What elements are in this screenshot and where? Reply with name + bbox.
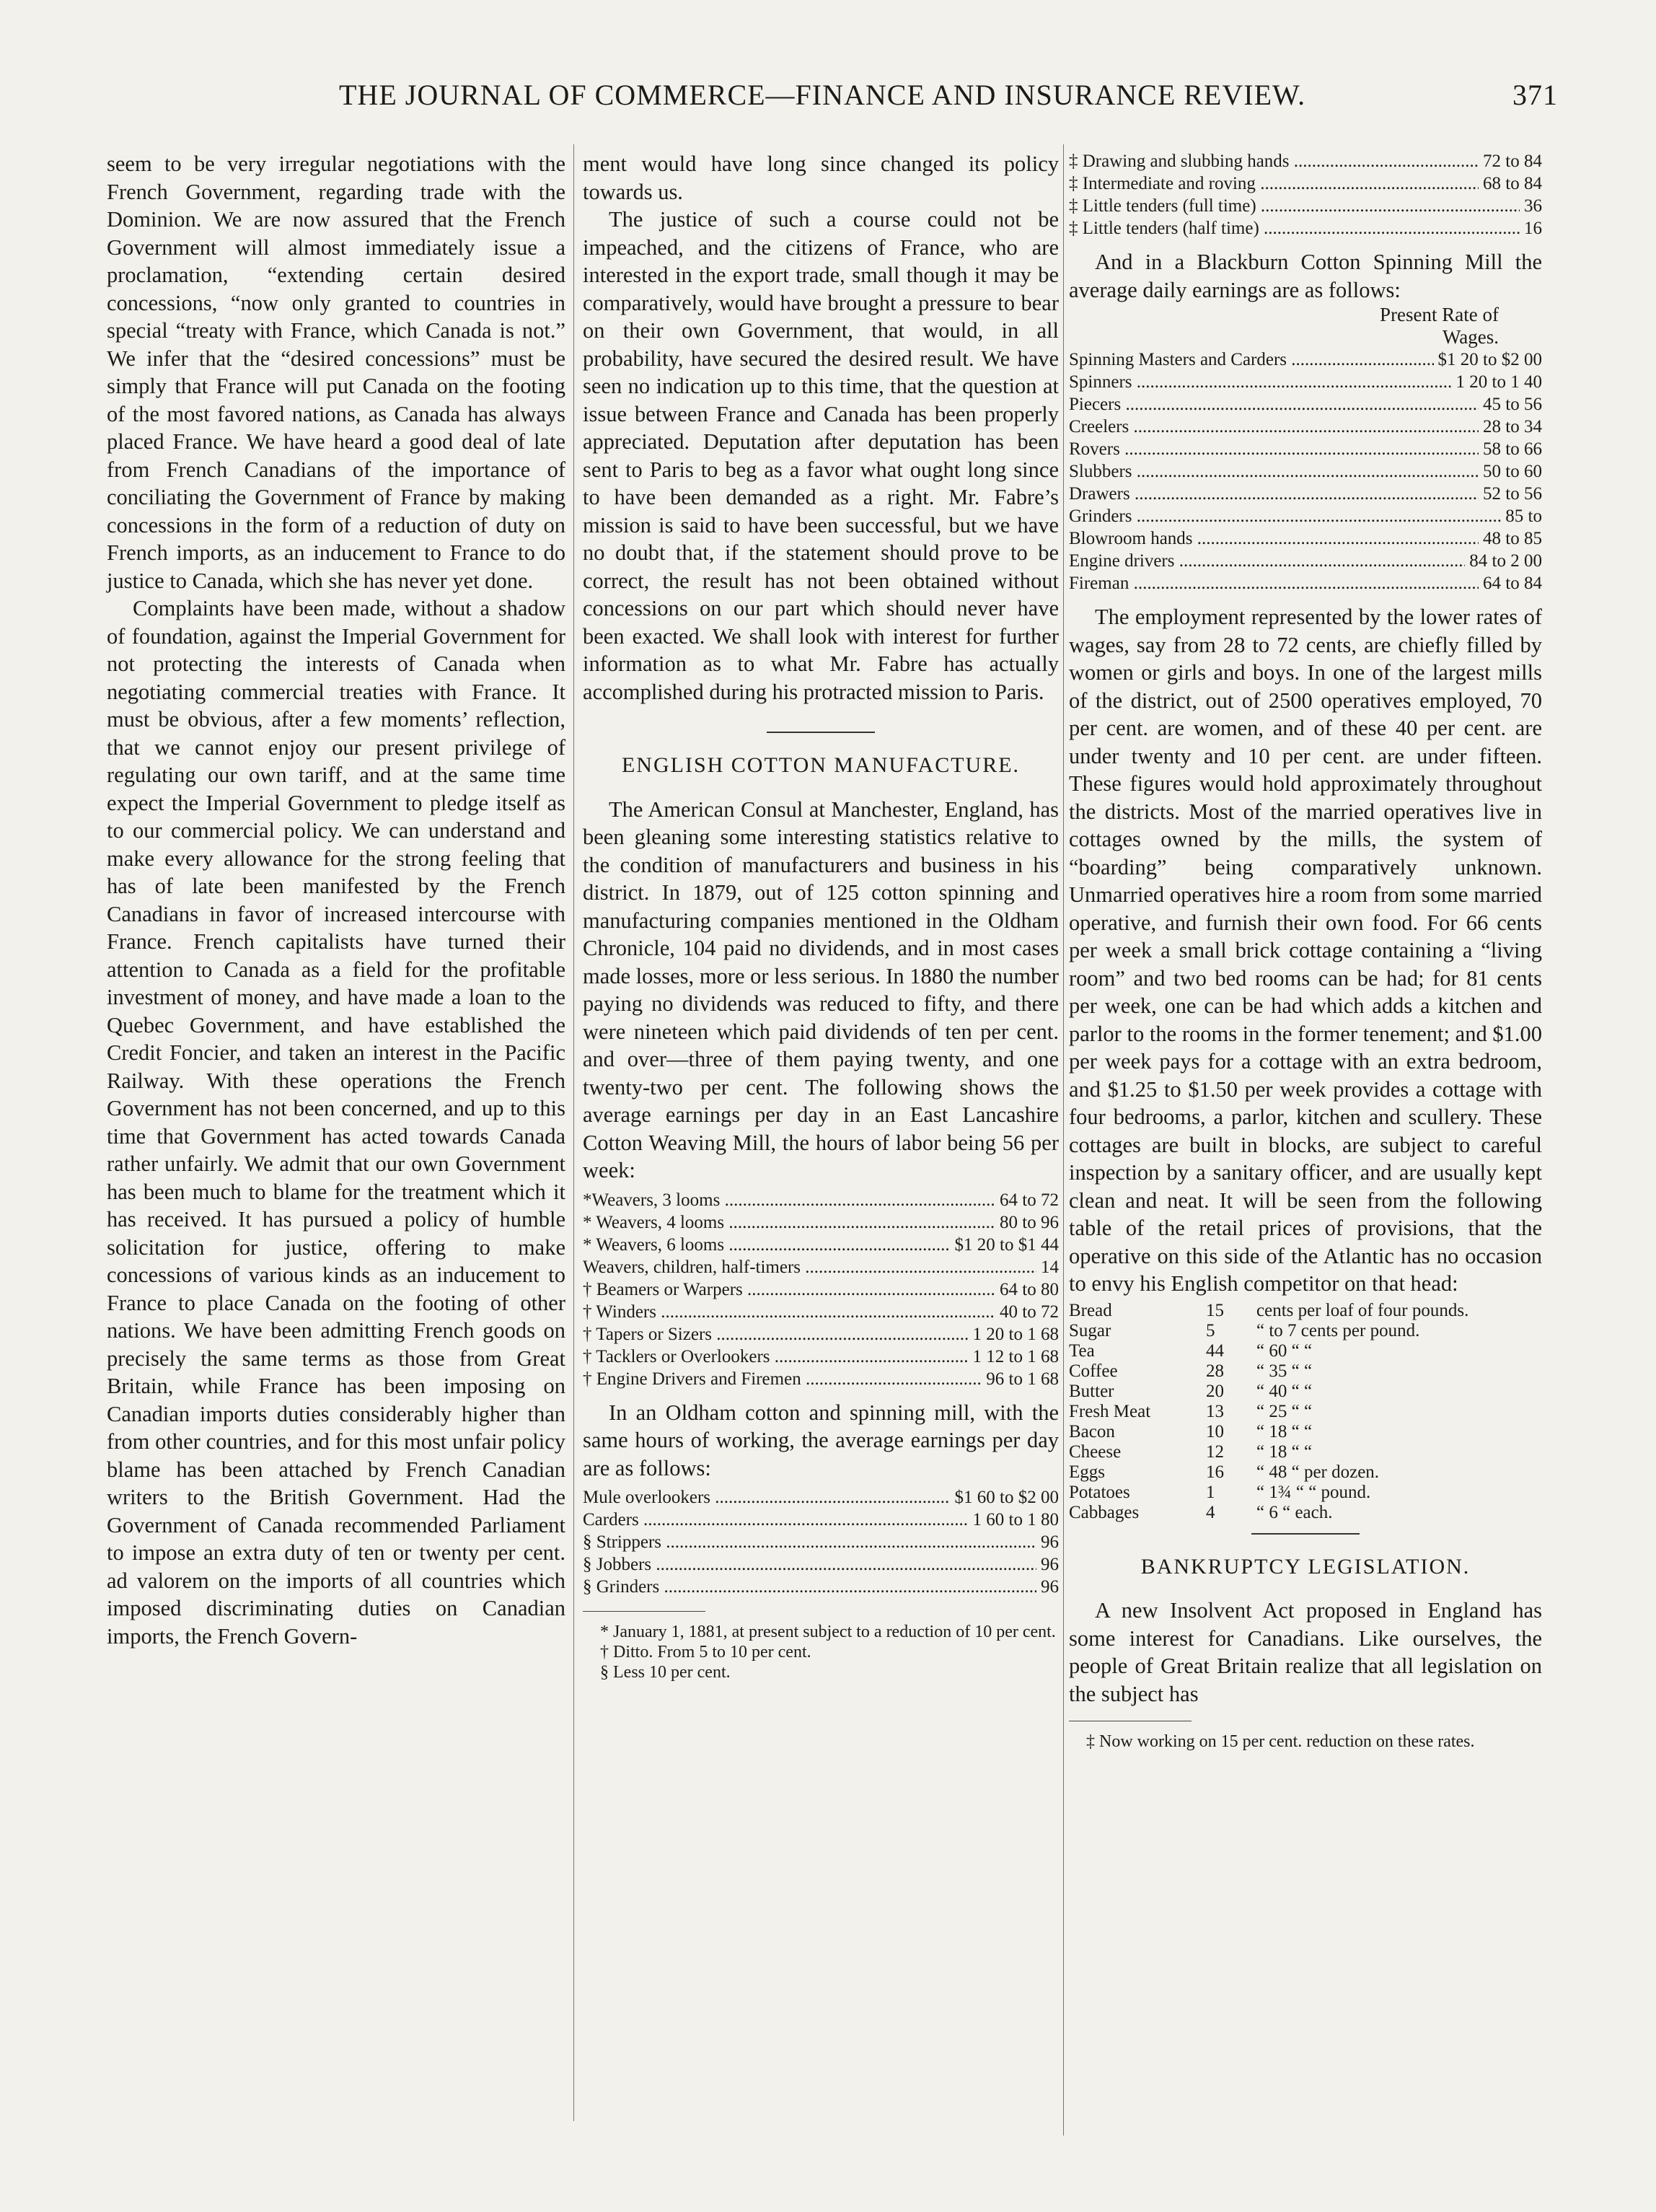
provision-item: Fresh Meat xyxy=(1069,1401,1151,1421)
column-2 xyxy=(583,150,1059,1682)
provision-rest: “ 18 “ “ xyxy=(1256,1421,1313,1441)
wage-label: † Engine Drivers and Firemen ..... xyxy=(583,1368,982,1390)
wage-value: 48 to 85 xyxy=(1483,529,1542,548)
table-row xyxy=(583,1189,1059,1211)
page-number: 371 xyxy=(1512,79,1558,111)
body-paragraph: Complaints have been made, without a shadow of foundation, against the Imperial Government for not protecting the interests of Canada when negotiating commercial treaties with France. It must be obvious, after a few moments’ reflection, that we cannot enjoy our present privilege of regulating our own tariff, and at the same time expect the Imperial Government to pledge itself as to our commercial policy. We can understand and make every allowance for the strong feeling that has of late been manifested by the French Canadians in favor of increased intercourse with France. French capitalists have turned their attention to Canada as a field for the profitable investment of money, and have made a loan to the Quebec Government, and have established the Credit Foncier, and taken an interest in the Pacific Railway. With these operations the French Government has not been concerned, and up to this time that Government has acted towards Canada rather unfairly. We admit that our own Government has been much to blame for the treatment which it has received. It has pursued a policy of humble solicitation for justice, offering to make concessions of various kinds as an inducement to France to place Canada on the footing of other nations. We have been admitting French goods on precisely the same terms as those from Great Britain, while France has been imposing on Canadian imports duties considerably higher than from other countries, and for this most unfair policy blame has been attached by French Canadian writers to the British Government. Had the Government of Canada recommended Parliament to impose an extra duty of ten or twenty per cent. ad valorem on the imports of all countries which imposed discriminating duties on Canadian imports, the French Govern- xyxy=(107,596,565,1649)
provision-low: 28 xyxy=(1206,1361,1224,1381)
provision-rest: “ 18 “ “ xyxy=(1256,1441,1313,1462)
wage-value: 40 to 72 xyxy=(1000,1302,1059,1322)
blackburn-pre-table xyxy=(1069,150,1542,240)
provision-low: 16 xyxy=(1206,1462,1224,1482)
wage-value: 72 to 84 xyxy=(1483,152,1542,171)
wage-value: 64 to 72 xyxy=(1000,1190,1059,1210)
table-row xyxy=(1069,1341,1542,1361)
body-paragraph: In an Oldham cotton and spinning mill, with the same hours of working, the average earnings per day are as follows: xyxy=(583,1400,1059,1480)
oldham-wages-table xyxy=(583,1486,1059,1598)
column-rule xyxy=(1063,144,1064,2136)
wage-label: ‡ Drawing and slubbing hands ..... xyxy=(1069,150,1479,172)
wage-label: Piecers ..... xyxy=(1069,393,1479,416)
provision-rest: “ 25 “ “ xyxy=(1256,1401,1313,1421)
table-row xyxy=(1069,1483,1542,1503)
table-row xyxy=(583,1368,1059,1390)
section-heading: BANKRUPTCY LEGISLATION. xyxy=(1140,1554,1471,1579)
provision-low: 44 xyxy=(1206,1340,1224,1361)
provision-rest: “ 6 “ each. xyxy=(1256,1502,1333,1522)
table-row xyxy=(1069,483,1542,505)
footnote: † Ditto. From 5 to 10 per cent. xyxy=(600,1643,811,1662)
wage-value: 68 to 84 xyxy=(1483,174,1542,193)
table-row xyxy=(1069,527,1542,550)
table-row xyxy=(1069,150,1542,172)
provision-item: Potatoes xyxy=(1069,1482,1130,1502)
table-row xyxy=(1069,1462,1542,1483)
body-paragraph: ment would have long since changed its policy towards us. xyxy=(583,152,1059,204)
table-row xyxy=(1069,1422,1542,1442)
wage-value: 85 to xyxy=(1505,506,1542,526)
footnote: * January 1, 1881, at present subject to a reduction of 10 per cent. xyxy=(600,1623,1056,1641)
wage-value: 1 20 to 1 68 xyxy=(972,1324,1059,1344)
wage-label: † Beamers or Warpers ..... xyxy=(583,1278,995,1301)
wage-value: $1 20 to $1 44 xyxy=(954,1234,1059,1255)
provisions-table xyxy=(1069,1301,1542,1523)
wage-value: 58 to 66 xyxy=(1483,439,1542,459)
wage-label: Blowroom hands ..... xyxy=(1069,527,1479,550)
wage-value: 1 20 to 1 40 xyxy=(1455,372,1542,392)
provision-rest: “ 35 “ “ xyxy=(1256,1361,1313,1381)
blackburn-wages-table xyxy=(1069,348,1542,594)
table-row xyxy=(1069,1402,1542,1422)
wage-value: 96 xyxy=(1041,1577,1059,1597)
table-row xyxy=(583,1301,1059,1323)
table-row xyxy=(1069,1361,1542,1382)
provision-rest: cents per loaf of four pounds. xyxy=(1256,1300,1469,1320)
table-row xyxy=(1069,1301,1542,1321)
table-row xyxy=(583,1346,1059,1368)
table-row xyxy=(1069,1442,1542,1462)
column-1 xyxy=(107,150,565,1650)
body-paragraph: The American Consul at Manchester, England, has been gleaning some interesting statistics relative to the condition of manufacturers and business in his district. In 1879, out of 125 cotton spinning and manufacturing companies mentioned in the Oldham Chronicle, 104 paid no dividends, and in most cases made losses, more or less serious. In 1880 the number paying no dividends was reduced to fifty, and there were nineteen which paid dividends of ten per cent. and over—three of them paying twenty, and one twenty-two per cent. The following shows the average earnings per day in an East Lancashire Cotton Weaving Mill, the hours of labor being 56 per week: xyxy=(583,796,1059,1182)
wage-value: 64 to 80 xyxy=(1000,1279,1059,1299)
wage-value: 36 xyxy=(1524,196,1542,216)
table-row xyxy=(1069,1382,1542,1402)
provision-item: Bacon xyxy=(1069,1421,1115,1441)
wage-value: $1 20 to $2 00 xyxy=(1437,350,1542,369)
provision-low: 10 xyxy=(1206,1421,1224,1441)
table-row xyxy=(1069,438,1542,460)
wage-label: Fireman ..... xyxy=(1069,572,1479,594)
wage-value: 96 xyxy=(1041,1555,1059,1574)
wage-label: Spinners ..... xyxy=(1069,371,1452,393)
wage-value: 1 60 to 1 80 xyxy=(972,1510,1059,1529)
body-paragraph: The justice of such a course could not be impeached, and the citizens of France, who are interested in the export trade, small though it may be comparatively, would have brought a pressure to bear on their own Government, that would, in all probability, have secured the desired result. We have seen no indication up to this time, that the question at issue between France and Canada has been properly appreciated. Deputation after deputation has been sent to Paris to beg as a favor what ought long since to have been demanded as a right. Mr. Fabre’s mission is said to have been successful, but we have no doubt that, if the statement should prove to be correct, the result has not been obtained without concessions on our part which should never have been exacted. We shall look with interest for further information as to what Mr. Fabre has actually accomplished during his protracted mission to Paris. xyxy=(583,207,1059,704)
footnote: ‡ Now working on 15 per cent. reduction on these rates. xyxy=(1086,1732,1475,1751)
provision-rest: “ to 7 cents per pound. xyxy=(1256,1320,1420,1340)
provision-low: 13 xyxy=(1206,1401,1224,1421)
provision-rest: “ 40 “ “ xyxy=(1256,1381,1313,1401)
table-row xyxy=(583,1278,1059,1301)
wage-label: Grinders ..... xyxy=(1069,505,1501,527)
provision-rest: “ 60 “ “ xyxy=(1256,1340,1313,1361)
wage-value: 50 to 60 xyxy=(1483,462,1542,481)
table-row xyxy=(1069,217,1542,240)
wage-label: † Winders ..... xyxy=(583,1301,995,1323)
wage-label: Mule overlookers ..... xyxy=(583,1486,951,1509)
table-row xyxy=(1069,550,1542,572)
weaving-wages-table xyxy=(583,1189,1059,1390)
provision-item: Butter xyxy=(1069,1381,1114,1401)
provision-item: Bread xyxy=(1069,1300,1112,1320)
column-3 xyxy=(1069,150,1542,1752)
body-paragraph: And in a Blackburn Cotton Spinning Mill the average daily earnings are as follows: xyxy=(1069,250,1542,302)
provision-item: Eggs xyxy=(1069,1462,1105,1482)
table-row xyxy=(583,1323,1059,1346)
provision-item: Tea xyxy=(1069,1340,1095,1361)
wage-value: $1 60 to $2 00 xyxy=(954,1488,1059,1507)
wage-label: ‡ Little tenders (full time) ..... xyxy=(1069,195,1520,217)
table-row xyxy=(1069,172,1542,195)
rate-header xyxy=(1069,304,1542,348)
wage-label: ‡ Little tenders (half time) ..... xyxy=(1069,217,1520,240)
body-paragraph: seem to be very irregular negotiations with the French Government, regarding trade with the Dominion. We are now assured that the French Government will almost immediately issue a proclamation, “extending certain desired concessions, “now only granted to countries in special “treaty with France, which Canada is not.” We infer that the “desired concessions” must be simply that France will put Canada on the footing of the most favored nations, as Canada has always placed France. We have heard a good deal of late from French Canadians of the importance of conciliating the Government of France by making concessions in the form of a reduction of duty on French imports, as an inducement to France to do justice to Canada, which she has never yet done. xyxy=(107,152,565,593)
wage-value: 84 to 2 00 xyxy=(1469,551,1542,571)
rate-header-line: Wages. xyxy=(1442,326,1499,348)
table-row xyxy=(1069,1321,1542,1341)
column-rule xyxy=(573,144,574,2121)
wage-label: Engine drivers ..... xyxy=(1069,550,1465,572)
provision-item: Cheese xyxy=(1069,1441,1122,1462)
table-row xyxy=(1069,348,1542,371)
provision-low: 1 xyxy=(1206,1482,1215,1502)
running-header xyxy=(108,78,1558,123)
wage-label: Carders ..... xyxy=(583,1509,969,1531)
table-row xyxy=(583,1531,1059,1553)
footnote: § Less 10 per cent. xyxy=(600,1663,731,1682)
provision-low: 20 xyxy=(1206,1381,1224,1401)
table-row xyxy=(583,1553,1059,1576)
table-row xyxy=(583,1211,1059,1234)
table-row xyxy=(1069,460,1542,483)
section-divider xyxy=(767,732,875,733)
provision-low: 15 xyxy=(1206,1300,1224,1320)
table-row xyxy=(1069,393,1542,416)
wage-label: Rovers ..... xyxy=(1069,438,1479,460)
wage-value: 16 xyxy=(1524,219,1542,238)
table-row xyxy=(583,1509,1059,1531)
provision-rest: “ 48 “ per dozen. xyxy=(1256,1462,1380,1482)
wage-label: * Weavers, 6 looms ..... xyxy=(583,1234,951,1256)
wage-value: 1 12 to 1 68 xyxy=(972,1346,1059,1366)
table-row xyxy=(1069,195,1542,217)
table-row xyxy=(1069,371,1542,393)
provision-item: Coffee xyxy=(1069,1361,1118,1381)
rate-header-line: Present Rate of xyxy=(1380,304,1499,325)
wage-label: Weavers, children, half-timers ..... xyxy=(583,1256,1036,1278)
wage-label: § Grinders ..... xyxy=(583,1576,1036,1598)
wage-label: Creelers ..... xyxy=(1069,416,1479,438)
provision-item: Sugar xyxy=(1069,1320,1111,1340)
journal-title: THE JOURNAL OF COMMERCE—FINANCE AND INSURANCE REVIEW. xyxy=(339,79,1306,111)
body-paragraph: The employment represented by the lower rates of wages, say from 28 to 72 cents, are chiefly filled by women or girls and boys. In one of the largest mills of the district, out of 2500 operatives employed, 70 per cent. are women, and of these 40 per cent. are under twenty and 10 per cent. are under fifteen. These figures would hold approximately throughout the districts. Most of the married operatives live in cottages owned by the mills, the system of “boarding” being comparatively unknown. Unmarried operatives hire a room from some married operative, and furnish their own food. For 66 cents per week a small brick cottage containing a “living room” and two bed rooms can be had; for 81 cents per week, one can be had which adds a kitchen and parlor to the rooms in the former tenement; and $1.00 per week pays for a cottage with an extra bedroom, and $1.25 to $1.50 per week provides a cottage with four bedrooms, a parlor, kitchen and scullery. These cottages are built in blocks, are subject to careful inspection by a sanitary officer, and are usually kept clean and neat. It will be seen from the following table of the retail prices of provisions, that the operative on this side of the Atlantic has no occasion to envy his English competitor on that head: xyxy=(1069,605,1542,1296)
table-row xyxy=(583,1256,1059,1278)
wage-label: § Strippers ..... xyxy=(583,1531,1036,1553)
footnote-divider xyxy=(583,1611,705,1612)
wage-label: * Weavers, 4 looms ..... xyxy=(583,1211,995,1234)
section-heading: ENGLISH COTTON MANUFACTURE. xyxy=(621,753,1021,777)
wage-value: 80 to 96 xyxy=(1000,1212,1059,1232)
section-divider xyxy=(1251,1533,1360,1535)
wage-label: † Tacklers or Overlookers ..... xyxy=(583,1346,969,1368)
provision-item: Cabbages xyxy=(1069,1502,1140,1522)
wage-label: *Weavers, 3 looms ..... xyxy=(583,1189,995,1211)
provision-low: 5 xyxy=(1206,1320,1215,1340)
wage-label: ‡ Intermediate and roving ..... xyxy=(1069,172,1479,195)
table-row xyxy=(583,1576,1059,1598)
footnotes xyxy=(583,1622,1059,1682)
table-row xyxy=(1069,1503,1542,1523)
wage-value: 45 to 56 xyxy=(1483,395,1542,414)
table-row xyxy=(1069,572,1542,594)
table-row xyxy=(583,1486,1059,1509)
wage-label: Spinning Masters and Carders ..... xyxy=(1069,348,1434,371)
provision-low: 12 xyxy=(1206,1441,1224,1462)
table-row xyxy=(1069,505,1542,527)
wage-label: Drawers ..... xyxy=(1069,483,1479,505)
wage-value: 14 xyxy=(1041,1257,1059,1277)
wage-value: 28 to 34 xyxy=(1483,417,1542,436)
wage-label: † Tapers or Sizers ..... xyxy=(583,1323,969,1346)
footnotes xyxy=(1069,1732,1542,1752)
wage-label: Slubbers ..... xyxy=(1069,460,1479,483)
wage-value: 96 xyxy=(1041,1532,1059,1552)
wage-value: 52 to 56 xyxy=(1483,484,1542,504)
table-row xyxy=(1069,416,1542,438)
wage-label: § Jobbers ..... xyxy=(583,1553,1036,1576)
provision-low: 4 xyxy=(1206,1502,1215,1522)
table-row xyxy=(583,1234,1059,1256)
body-paragraph: A new Insolvent Act proposed in England has some interest for Canadians. Like ourselves, the people of Great Britain realize that all legislation on the subject has xyxy=(1069,1598,1542,1706)
wage-value: 96 to 1 68 xyxy=(986,1369,1059,1389)
wage-value: 64 to 84 xyxy=(1483,574,1542,593)
provision-rest: “ 1¾ “ “ pound. xyxy=(1256,1482,1371,1502)
